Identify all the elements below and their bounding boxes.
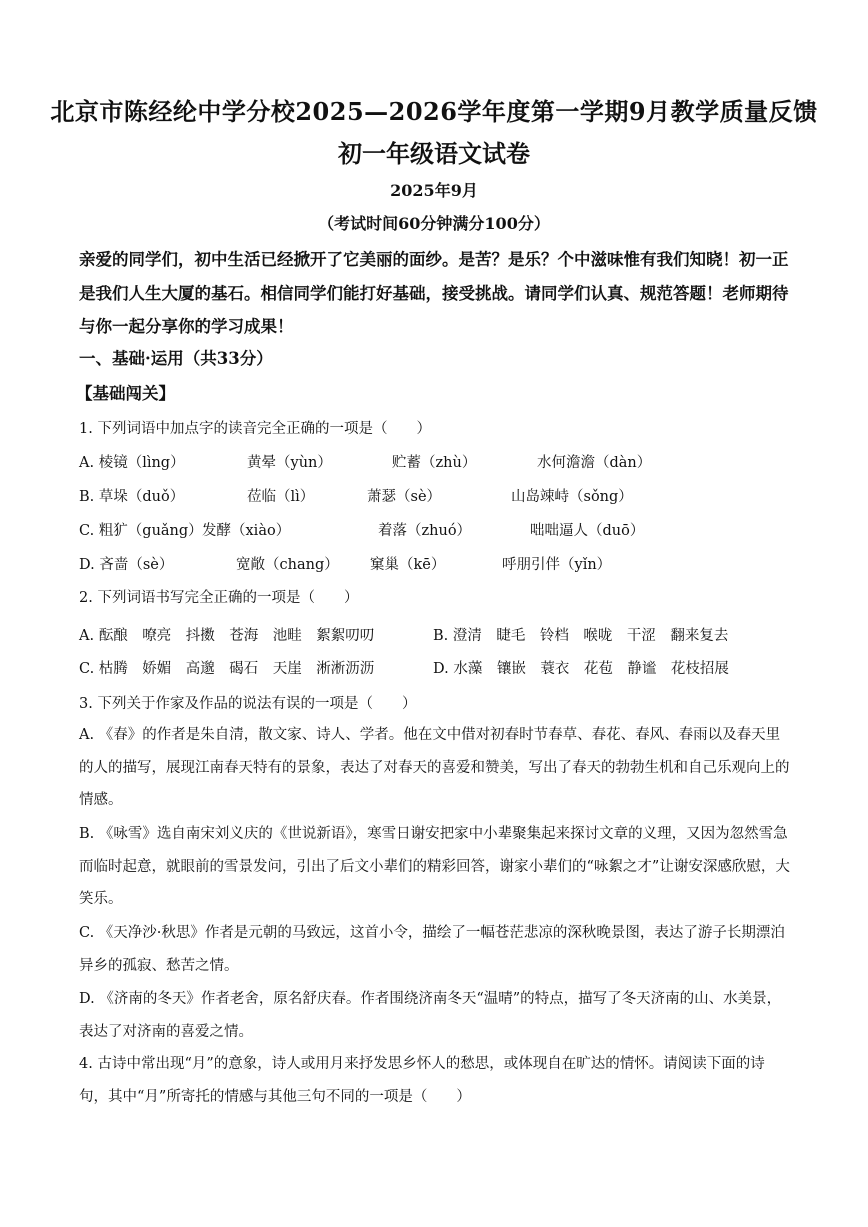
option-item: A. 棱镜（lìng） [79, 455, 185, 471]
question-1-stem: 1. 下列词语中加点字的读音完全正确的一项是（ ） [79, 421, 431, 437]
option-item: 窠巢（kē） [370, 557, 446, 573]
question-2-stem: 2. 下列词语书写完全正确的一项是（ ） [79, 590, 359, 606]
question-3-stem: 3. 下列关于作家及作品的说法有误的一项是（ ） [79, 696, 417, 712]
subsection-heading: 【基础闯关】 [76, 384, 175, 403]
question-2-option-d: D. 水藻 镶嵌 蓑衣 花苞 静谧 花枝招展 [433, 661, 729, 677]
option-item: 呼朋引伴（yǐn） [502, 557, 612, 573]
question-3-option-c: C. 《天净沙·秋思》作者是元朝的马致远，这首小令，描绘了一幅苍茫悲凉的深秋晚景图，表达了游子长期漂泊异乡的孤寂、愁苦之情。 [79, 925, 785, 974]
exam-subtitle: 初一年级语文试卷 [338, 139, 530, 168]
option-item: 咄咄逼人（duō） [530, 523, 645, 539]
option-item: 山岛竦峙（sǒng） [511, 489, 633, 505]
option-item: 莅临（lì） [247, 489, 315, 505]
exam-title: 北京市陈经纶中学分校2025—2026学年度第一学期9月教学质量反馈 [50, 97, 818, 126]
question-4-stem: 4. 古诗中常出现“月”的意象，诗人或用月来抒发思乡怀人的愁思，或体现自在旷达的情怀。请阅读下面的诗句，其中“月”所寄托的情感与其他三句不同的一项是（ ） [79, 1056, 765, 1105]
option-item: 宽敞（chang） [236, 557, 339, 573]
exam-info: （考试时间60分钟满分100分） [318, 214, 550, 233]
option-item: C. 粗犷（guǎng） [79, 523, 203, 539]
option-item: B. 草垛（duǒ） [79, 489, 185, 505]
option-item: 贮蓄（zhù） [392, 455, 477, 471]
question-2-option-b: B. 澄清 睫毛 铃档 喉咙 干涩 翻来复去 [433, 628, 729, 644]
question-2-option-c: C. 枯腾 娇媚 高邈 碣石 天崖 淅淅沥沥 [79, 661, 375, 677]
option-item: 水何澹澹（dàn） [537, 455, 652, 471]
intro-paragraph: 亲爱的同学们，初中生活已经掀开了它美丽的面纱。是苦？是乐？个中滋味惟有我们知晓！初一正是我们人生大厦的基石。相信同学们能打好基础，接受挑战。请同学们认真、规范答题！老师期待与你一起分享你的学习成果！ [79, 250, 789, 336]
section-heading: 一、基础·运用（共33分） [79, 349, 273, 368]
option-item: 发酵（xiào） [202, 523, 291, 539]
question-3-option-b: B. 《咏雪》选自南宋刘义庆的《世说新语》，寒雪日谢安把家中小辈聚集起来探讨文章的义理，又因为忽然雪急而临时起意，就眼前的雪景发问，引出了后文小辈们的精彩回答，谢家小辈们的“咏絮之才”让谢安深感欣慰，大笑乐。 [79, 826, 790, 907]
option-item: 萧瑟（sè） [367, 489, 442, 505]
option-item: D. 吝啬（sè） [79, 557, 174, 573]
question-3-option-a: A. 《春》的作者是朱自清，散文家、诗人、学者。他在文中借对初春时节春草、春花、春风、春雨以及春天里的人的描写，展现江南春天特有的景象，表达了对春天的喜爱和赞美，写出了春天的勃勃生机和自己乐观向上的情感。 [79, 727, 790, 808]
option-item: 黄晕（yùn） [247, 455, 332, 471]
question-2-option-a: A. 酝酿 嘹亮 抖擞 苍海 池畦 絮絮叨叨 [79, 628, 375, 644]
exam-date: 2025年9月 [390, 181, 478, 200]
option-item: 着落（zhuó） [378, 523, 472, 539]
question-3-option-d: D. 《济南的冬天》作者老舍，原名舒庆春。作者围绕济南冬天“温晴”的特点，描写了冬天济南的山、水美景，表达了对济南的喜爱之情。 [79, 991, 782, 1040]
